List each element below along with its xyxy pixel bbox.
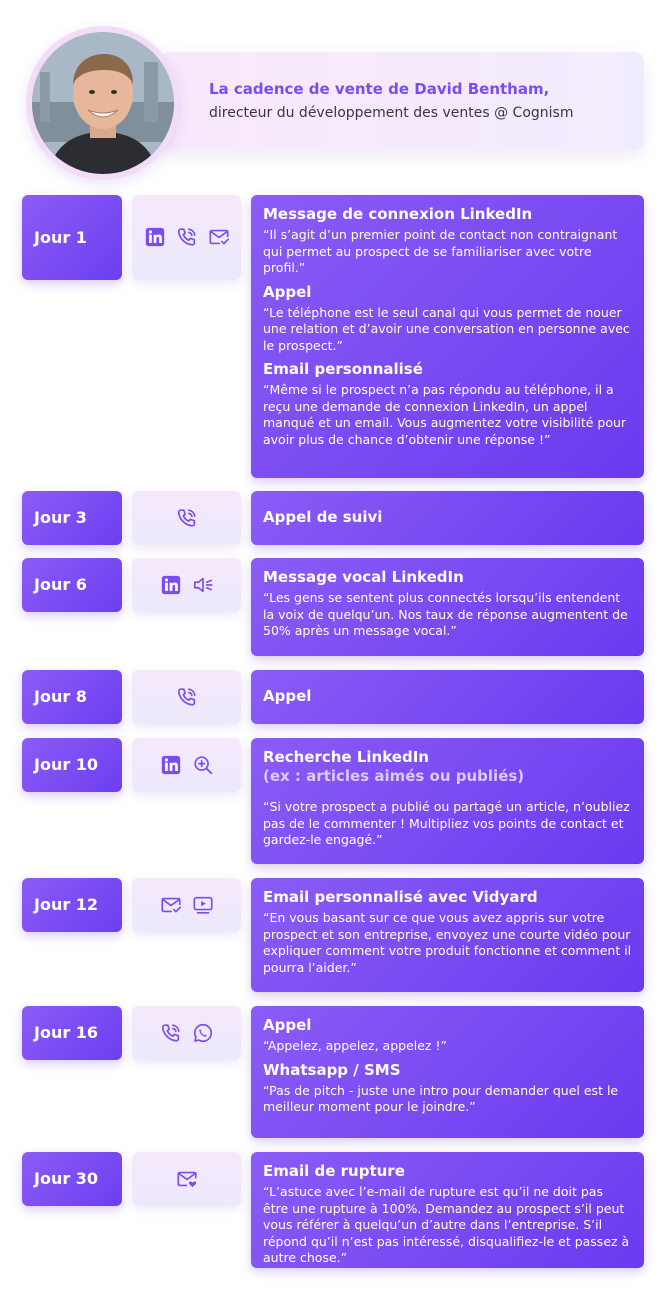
block-quote: “Il s’agit d’un premier point de contact non contraignant qui permet au prospect de se familiariser avec votre profil.” bbox=[263, 227, 618, 275]
content-box-jour-16 bbox=[251, 1006, 644, 1138]
video-play-icon bbox=[192, 894, 214, 916]
day-box-jour-1 bbox=[22, 195, 122, 280]
day-label: Jour 10 bbox=[34, 755, 99, 774]
phone-call-icon bbox=[176, 686, 198, 708]
header-title: La cadence de vente de David Bentham, bbox=[209, 80, 550, 98]
block-title: Whatsapp / SMS bbox=[263, 1060, 401, 1079]
icon-box-jour-12 bbox=[132, 878, 241, 932]
day-box-jour-6 bbox=[22, 558, 122, 612]
icon-box-jour-3 bbox=[132, 491, 241, 545]
content-box-jour-3 bbox=[251, 491, 644, 545]
content-box-jour-10 bbox=[251, 738, 644, 864]
block-title: Appel bbox=[263, 687, 312, 705]
content-box-jour-6 bbox=[251, 558, 644, 656]
phone-call-icon bbox=[160, 1022, 182, 1044]
block-title: Email personnalisé avec Vidyard bbox=[263, 888, 538, 906]
linkedin-icon bbox=[144, 226, 166, 248]
phone-call-icon bbox=[176, 226, 198, 248]
email-heart-icon bbox=[176, 1168, 198, 1190]
header-subtitle: directeur du développement des ventes @ Cognism bbox=[209, 105, 574, 121]
icon-box-jour-8 bbox=[132, 670, 241, 724]
icon-box-jour-1 bbox=[132, 195, 241, 280]
linkedin-icon bbox=[160, 574, 182, 596]
block-quote: “En vous basant sur ce que vous avez appris sur votre prospect et son entreprise, envoyez une courte vidéo pour expliquer comment votre produit fonctionne et comment il pourra l’aider.” bbox=[263, 910, 632, 975]
day-label: Jour 3 bbox=[34, 508, 87, 527]
day-box-jour-30 bbox=[22, 1152, 122, 1206]
day-label: Jour 6 bbox=[34, 575, 87, 594]
block-quote: “Même si le prospect n’a pas répondu au téléphone, il a reçu une demande de connexion LinkedIn, un appel manqué et un email. Vous augmentez votre visibilité pour avoir plus de chance d’obtenir une réponse !” bbox=[263, 382, 627, 447]
block-subtitle: (ex : articles aimés ou publiés) bbox=[263, 767, 525, 785]
block-quote: “Pas de pitch - juste une intro pour demander quel est le meilleur moment pour le joindre.” bbox=[263, 1082, 619, 1114]
avatar bbox=[26, 26, 180, 180]
day-label: Jour 8 bbox=[34, 687, 87, 706]
day-box-jour-8 bbox=[22, 670, 122, 724]
whatsapp-icon bbox=[192, 1022, 214, 1044]
block-quote: “Appelez, appelez, appelez !” bbox=[263, 1038, 447, 1053]
block-quote: “Les gens se sentent plus connectés lorsqu’ils entendent la voix de quelqu’un. Nos taux de réponse augmentent de 50% après un message vocal.” bbox=[263, 590, 628, 638]
day-label: Jour 12 bbox=[34, 895, 99, 914]
block-title: Message de connexion LinkedIn bbox=[263, 205, 533, 223]
search-zoom-icon bbox=[192, 754, 214, 776]
content-box-jour-30 bbox=[251, 1152, 644, 1268]
content-box-jour-12 bbox=[251, 878, 644, 992]
content-box-jour-1 bbox=[251, 195, 644, 478]
header-card bbox=[160, 52, 644, 150]
person-portrait-icon bbox=[32, 32, 174, 174]
content-box-jour-8 bbox=[251, 670, 644, 724]
block-title: Email de rupture bbox=[263, 1162, 405, 1180]
icon-box-jour-30 bbox=[132, 1152, 241, 1206]
day-box-jour-16 bbox=[22, 1006, 122, 1060]
block-title: Appel bbox=[263, 282, 312, 301]
avatar-photo bbox=[32, 32, 174, 174]
block-quote: “Si votre prospect a publié ou partagé un article, n’oubliez pas de le commenter ! Multipliez vos points de contact et gardez-le engagé.” bbox=[263, 799, 630, 847]
icon-box-jour-6 bbox=[132, 558, 241, 612]
email-check-icon bbox=[208, 226, 230, 248]
day-label: Jour 16 bbox=[34, 1023, 99, 1042]
block-quote: “L’astuce avec l’e-mail de rupture est qu’il ne doit pas être une rupture à 100%. Demandez au prospect s’il peut vous référer à quelqu’un d’autre dans l’entreprise. S’il répond qu’il n’est pas intéressé, disqualifiez-le et passez à autre chose.” bbox=[263, 1184, 630, 1265]
email-check-icon bbox=[160, 894, 182, 916]
block-title: Email personnalisé bbox=[263, 360, 423, 378]
block-title: Message vocal LinkedIn bbox=[263, 568, 464, 586]
block-title: Appel bbox=[263, 1016, 312, 1034]
day-box-jour-12 bbox=[22, 878, 122, 932]
icon-box-jour-10 bbox=[132, 738, 241, 792]
phone-call-icon bbox=[176, 507, 198, 529]
day-label: Jour 30 bbox=[34, 1169, 99, 1188]
day-box-jour-10 bbox=[22, 738, 122, 792]
block-title: Recherche LinkedIn bbox=[263, 748, 429, 766]
speaker-icon bbox=[192, 574, 214, 596]
icon-box-jour-16 bbox=[132, 1006, 241, 1060]
block-quote: “Le téléphone est le seul canal qui vous permet de nouer une relation et d’avoir une conversation en personne avec le prospect.” bbox=[263, 304, 630, 353]
block-title: Appel de suivi bbox=[263, 508, 383, 526]
day-label: Jour 1 bbox=[34, 228, 87, 247]
linkedin-icon bbox=[160, 754, 182, 776]
day-box-jour-3 bbox=[22, 491, 122, 545]
